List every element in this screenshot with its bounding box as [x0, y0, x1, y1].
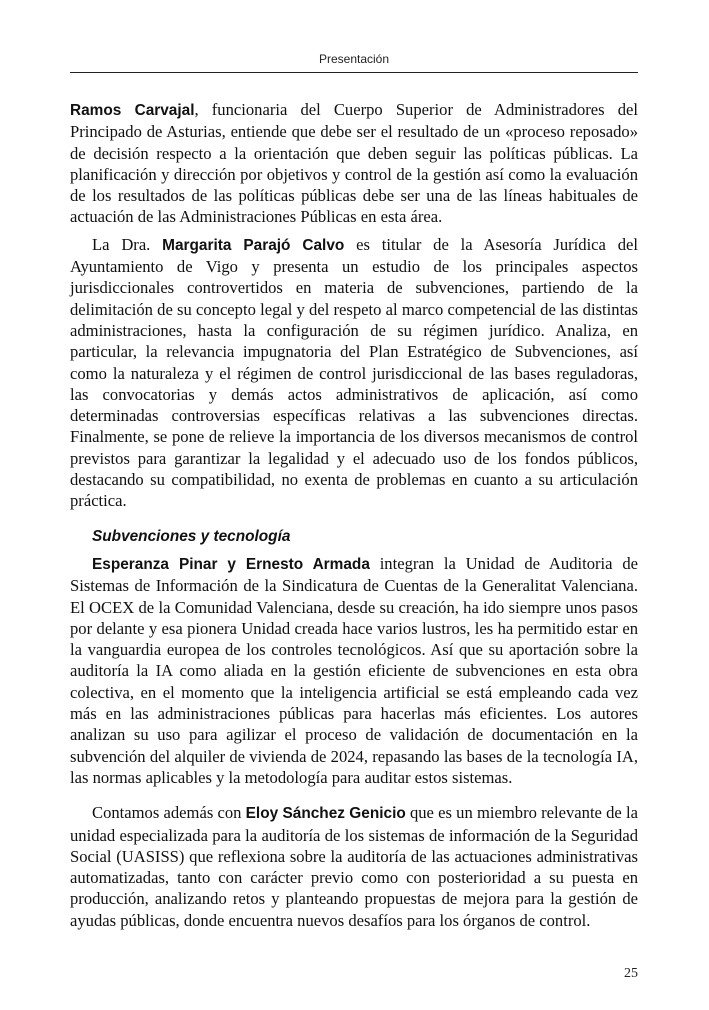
section-heading: Subvenciones y tecnología — [92, 527, 291, 545]
author-name: Eloy Sánchez Genicio — [245, 805, 406, 823]
author-name: Ramos Carvajal — [70, 102, 195, 119]
author-name: Esperanza Pinar y Ernesto Armada — [92, 555, 370, 573]
running-header-title: Presentación — [318, 52, 390, 66]
paragraph-text: es titular de la Asesoría Jurídica del Ayuntamiento de Vigo y presenta un estudio de los principales aspectos jurisdiccionales controvertidos en materia de subvenciones, partiendo de la delimitación de su concepto legal y del respeto al marco competencial de las distintas administraciones, hasta la configuración de su régimen jurídico. Analiza, en particular, la relevancia impugnatoria del Plan Estratégico de Subvenciones, así como la naturaleza y el régimen de control jurisdiccional de las bases reguladoras, las convocatorias y demás actos administrativos de aplicación, así como determinadas controversias específicas relativas a las subvenciones directas. Finalmente, se pone de relieve la importancia de los diversos mecanismos de control previstos para garantizar la legalidad y el adecuado uso de los fondos públicos, destacando su compatibilidad, no exenta de problemas en cuanto a su articulación práctica. — [70, 234, 638, 511]
paragraph-parajo-calvo — [70, 234, 638, 512]
paragraph-prefix: La Dra. — [92, 234, 163, 254]
paragraph-sanchez-genicio — [70, 802, 638, 931]
paragraph-ramos-carvajal — [70, 99, 638, 228]
paragraph-text: , funcionaria del Cuerpo Superior de Administradores del Principado de Asturias, entiende que debe ser el resultado de un «proceso reposado» de decisión respecto a la orientación que deben seguir las políticas públicas. La planificación y dirección por objetivos y control de la gestión así como la evaluación de los resultados de las políticas públicas debe ser una de las líneas habituales de actuación de las Administraciones Públicas en esta área. — [70, 100, 638, 227]
body-text — [70, 99, 638, 931]
paragraph-text: integran la Unidad de Auditoria de Sistemas de Información de la Sindicatura de Cuentas de la Generalitat Valenciana. El OCEX de la Comunidad Valenciana, desde su creación, ha ido siempre unos pasos por delante y esa pionera Unidad creada hace varios lustros, les ha permitido estar en la vanguardia europea de los controles tecnológicos. Así que su aportación sobre la auditoría la IA como aliada en la gestión eficiente de subvenciones en esta obra colectiva, en el momento que la inteligencia artificial se está empleando cada vez más en las administraciones públicas para hacerlas más eficientes. Los autores analizan su uso para agilizar el proceso de validación de documentación en la subvención del alquiler de vivienda de 2024, repasando las bases de la tecnología IA, las normas aplicables y la metodología para auditar estos sistemas. — [70, 553, 638, 787]
paragraph-pinar-armada — [70, 553, 638, 788]
header-rule — [70, 72, 638, 73]
paragraph-prefix: Contamos además con — [92, 803, 246, 823]
paragraph-text: que es un miembro relevante de la unidad especializada para la auditoría de los sistemas de información de la Seguridad Social (UASISS) que reflexiona sobre la auditoría de las actuaciones administrativas automatizadas, tanto con carácter previo como con posterioridad a su puesta en producción, analizando retos y planteando propuestas de mejora para la gestión de ayudas públicas, donde encuentra nuevos desafíos para los órganos de control. — [70, 803, 638, 930]
author-name: Margarita Parajó Calvo — [162, 236, 345, 254]
page-number: 25 — [624, 966, 638, 981]
